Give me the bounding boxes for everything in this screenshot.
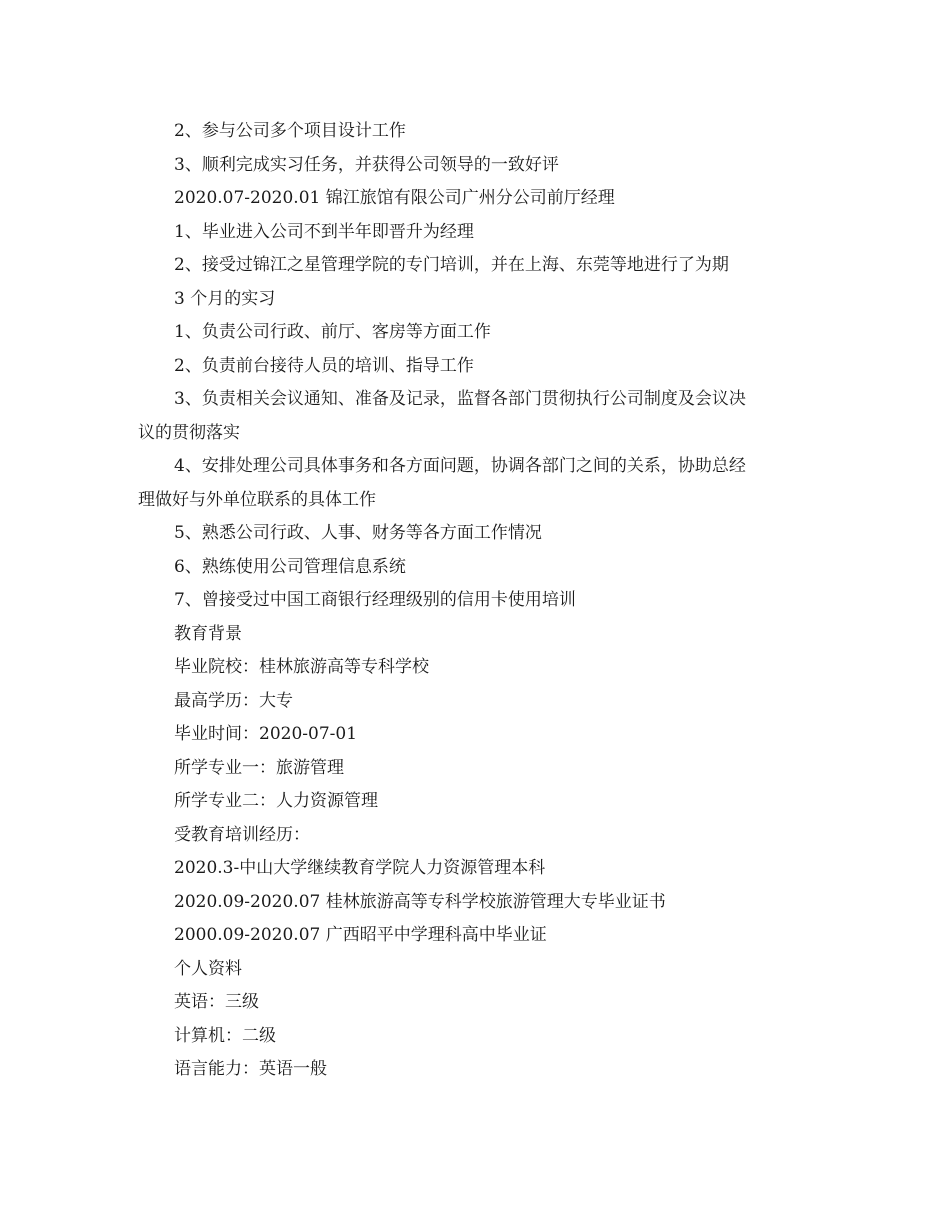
text-line: 2、参与公司多个项目设计工作 (174, 121, 406, 141)
text-line: 所学专业一：旅游管理 (174, 757, 344, 778)
text-line: 议的贯彻落实 (138, 422, 240, 443)
text-line: 2020.07-2020.01 锦江旅馆有限公司广州分公司前厅经理 (174, 188, 615, 208)
text-line: 2020.09-2020.07 桂林旅游高等专科学校旅游管理大专毕业证书 (174, 891, 666, 912)
text-line: 最高学历：大专 (174, 690, 293, 711)
text-line: 2、负责前台接待人员的培训、指导工作 (174, 355, 474, 376)
text-line: 7、曾接受过中国工商银行经理级别的信用卡使用培训 (174, 590, 576, 610)
text-line: 3、负责相关会议通知、准备及记录，监督各部门贯彻执行公司制度及会议决 (174, 389, 746, 409)
text-line: 英语：三级 (174, 992, 259, 1012)
text-line: 理做好与外单位联系的具体工作 (138, 489, 376, 510)
text-line: 受教育培训经历： (174, 824, 310, 845)
section-heading: 教育背景 (174, 623, 242, 644)
text-line: 语言能力：英语一般 (174, 1059, 327, 1079)
document-body (138, 115, 818, 1087)
text-line: 1、毕业进入公司不到半年即晋升为经理 (174, 221, 474, 242)
text-line: 2020.3-中山大学继续教育学院人力资源管理本科 (174, 858, 546, 878)
text-line: 3 个月的实习 (174, 288, 276, 309)
text-line: 2、接受过锦江之星管理学院的专门培训，并在上海、东莞等地进行了为期 (174, 255, 729, 275)
text-line: 所学专业二：人力资源管理 (174, 791, 378, 811)
text-line: 毕业时间：2020-07-01 (174, 724, 358, 744)
text-line: 1、负责公司行政、前厅、客房等方面工作 (174, 322, 491, 342)
text-line: 2000.09-2020.07 广西昭平中学理科高中毕业证 (174, 925, 547, 945)
text-line: 3、顺利完成实习任务，并获得公司领导的一致好评 (174, 154, 559, 175)
text-line: 6、熟练使用公司管理信息系统 (174, 556, 406, 577)
section-heading: 个人资料 (174, 958, 242, 979)
text-line: 计算机：二级 (174, 1025, 276, 1046)
text-line: 毕业院校：桂林旅游高等专科学校 (174, 657, 429, 677)
text-line: 5、熟悉公司行政、人事、财务等各方面工作情况 (174, 523, 542, 543)
text-line: 4、安排处理公司具体事务和各方面问题，协调各部门之间的关系，协助总经 (174, 456, 746, 476)
